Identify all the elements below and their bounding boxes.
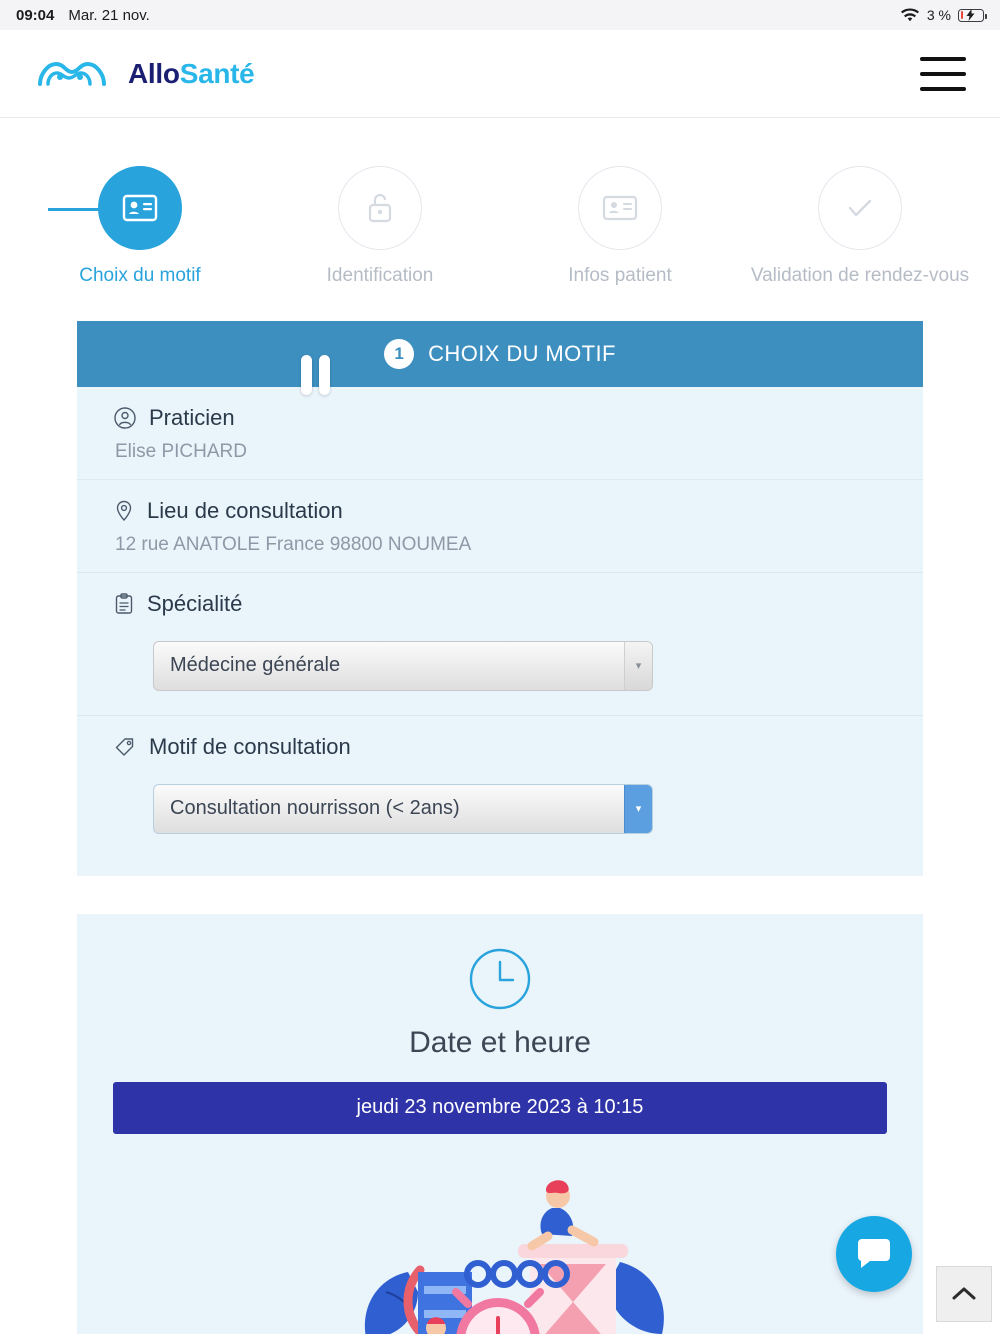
- step-3-label: Infos patient: [568, 265, 672, 286]
- chevron-up-icon: [951, 1285, 977, 1303]
- motif-panel-header: [77, 321, 923, 387]
- chevron-down-icon[interactable]: ▾: [624, 785, 652, 833]
- lieu-title: [113, 498, 887, 524]
- doctor-icon: [113, 406, 137, 430]
- map-pin-icon: [113, 499, 135, 523]
- hamburger-menu-icon[interactable]: [920, 57, 966, 91]
- drag-handle[interactable]: [301, 355, 330, 395]
- motif-panel-title: CHOIX DU MOTIF: [428, 340, 616, 366]
- tag-icon: [113, 735, 137, 759]
- motif-title: [113, 734, 887, 760]
- step-choix-du-motif[interactable]: [20, 166, 260, 289]
- contact-card-icon: [602, 193, 638, 223]
- step-validation[interactable]: [740, 166, 980, 289]
- motif-label: Motif de consultation: [149, 733, 351, 759]
- logo-text: [128, 58, 254, 90]
- lieu-label: Lieu de consultation: [147, 497, 343, 523]
- status-right-cluster: [900, 7, 984, 23]
- clipboard-icon: [113, 592, 135, 616]
- chat-button[interactable]: [836, 1216, 912, 1292]
- id-card-icon: [122, 193, 158, 223]
- logo[interactable]: [34, 52, 254, 96]
- progress-stepper: [0, 118, 1000, 299]
- praticien-label: Praticien: [149, 404, 235, 430]
- status-time: 09:04: [16, 6, 55, 24]
- motif-step-number: 1: [384, 339, 414, 369]
- step-identification[interactable]: [260, 166, 500, 289]
- datetime-title: Date et heure: [409, 1025, 591, 1059]
- status-date: Mar. 21 nov.: [68, 6, 150, 24]
- time-management-illustration: [113, 1152, 887, 1334]
- specialite-select[interactable]: [153, 641, 653, 691]
- motif-panel-body: [77, 387, 923, 876]
- logo-text-sante: Santé: [179, 57, 255, 89]
- check-icon: [843, 193, 877, 223]
- row-lieu: [77, 480, 923, 573]
- step-1-circle: [98, 166, 182, 250]
- specialite-selected-value: Médecine générale: [170, 654, 341, 677]
- chat-bubble-icon: [855, 1237, 893, 1271]
- datetime-selected-value: jeudi 23 novembre 2023 à 10:15: [356, 1096, 644, 1119]
- site-header: [0, 30, 1000, 118]
- lock-open-icon: [364, 191, 396, 225]
- datetime-selected-bar[interactable]: [113, 1082, 887, 1134]
- motif-panel: [77, 321, 923, 876]
- row-motif: [77, 716, 923, 858]
- step-infos-patient[interactable]: [500, 166, 740, 289]
- datetime-panel: [77, 914, 923, 1334]
- step-3-circle: [578, 166, 662, 250]
- wifi-icon: [900, 8, 920, 23]
- praticien-title: [113, 405, 887, 431]
- battery-percent: 3 %: [926, 7, 951, 23]
- specialite-label: Spécialité: [147, 590, 243, 616]
- status-bar: [0, 0, 1000, 30]
- chevron-down-icon[interactable]: ▾: [624, 642, 652, 690]
- row-praticien: [77, 387, 923, 480]
- step-2-circle: [338, 166, 422, 250]
- lieu-value: 12 rue ANATOLE France 98800 NOUMEA: [115, 533, 472, 555]
- step-4-circle: [818, 166, 902, 250]
- step-1-label: Choix du motif: [79, 265, 201, 286]
- specialite-title: [113, 591, 887, 617]
- logo-mark-icon: [34, 52, 118, 96]
- motif-selected-value: Consultation nourrisson (< 2ans): [170, 797, 460, 820]
- step-2-label: Identification: [326, 265, 434, 286]
- motif-select[interactable]: [153, 784, 653, 834]
- row-specialite: [77, 573, 923, 716]
- scroll-to-top-button[interactable]: [936, 1266, 992, 1322]
- step-4-label: Validation de rendez-vous: [750, 265, 970, 286]
- logo-text-allo: Allo: [128, 57, 180, 89]
- battery-charging-icon: [958, 9, 984, 22]
- praticien-value: Elise PICHARD: [115, 440, 247, 462]
- clock-icon: [467, 946, 533, 1012]
